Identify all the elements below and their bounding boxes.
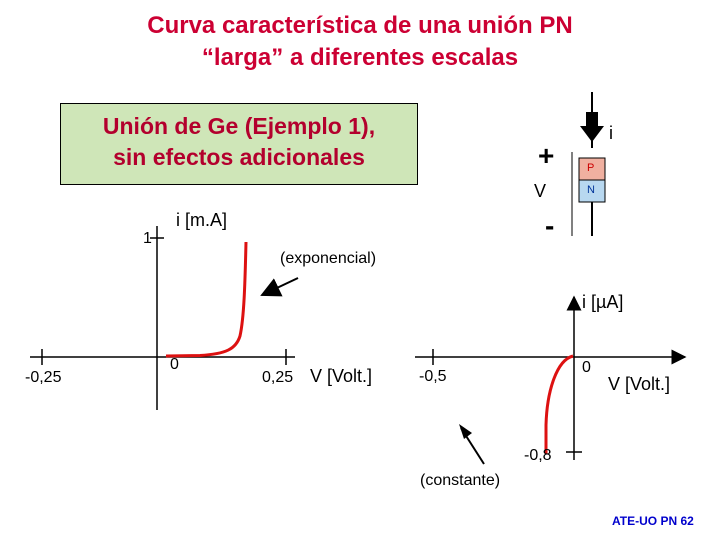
current-arrow-icon [580,112,604,142]
n-label: N [587,184,595,196]
right-x-tick-label: -0,5 [419,368,447,385]
left-y-axis-label: i [m.A] [176,210,228,230]
right-y-axis-label: i [µA] [582,292,624,312]
example-label-line-1: Unión de Ge (Ejemplo 1), [102,113,376,139]
left-x-tick-label-pos: 0,25 [262,369,294,386]
right-origin-label: 0 [582,359,591,376]
minus-sign: - [545,210,555,241]
left-y-tick-label: 1 [143,230,152,247]
reverse-curve [546,356,573,454]
p-label: P [587,162,595,174]
right-x-axis-label: V [Volt.] [608,374,671,394]
right-y-tick-label: -0,8 [524,447,552,464]
constante-annotation: (constante) [420,472,501,489]
left-origin-label: 0 [170,356,179,373]
exponential-curve [166,242,246,356]
constante-arrowhead [459,424,472,439]
left-x-axis-label: V [Volt.] [310,366,373,386]
left-x-tick-label-neg: -0,25 [25,369,62,386]
example-label-line-2: sin efectos adicionales [113,144,365,170]
diode-current-label: i [609,123,613,143]
title-line-1: Curva característica de una unión PN [147,12,573,39]
exponential-annotation: (exponencial) [280,250,377,267]
slide-footer: ATE-UO PN 62 [612,514,694,528]
plus-sign: + [538,140,555,171]
title-line-2: “larga” a diferentes escalas [201,44,519,71]
voltage-label: V [534,181,547,201]
exponential-arrow [262,278,298,295]
